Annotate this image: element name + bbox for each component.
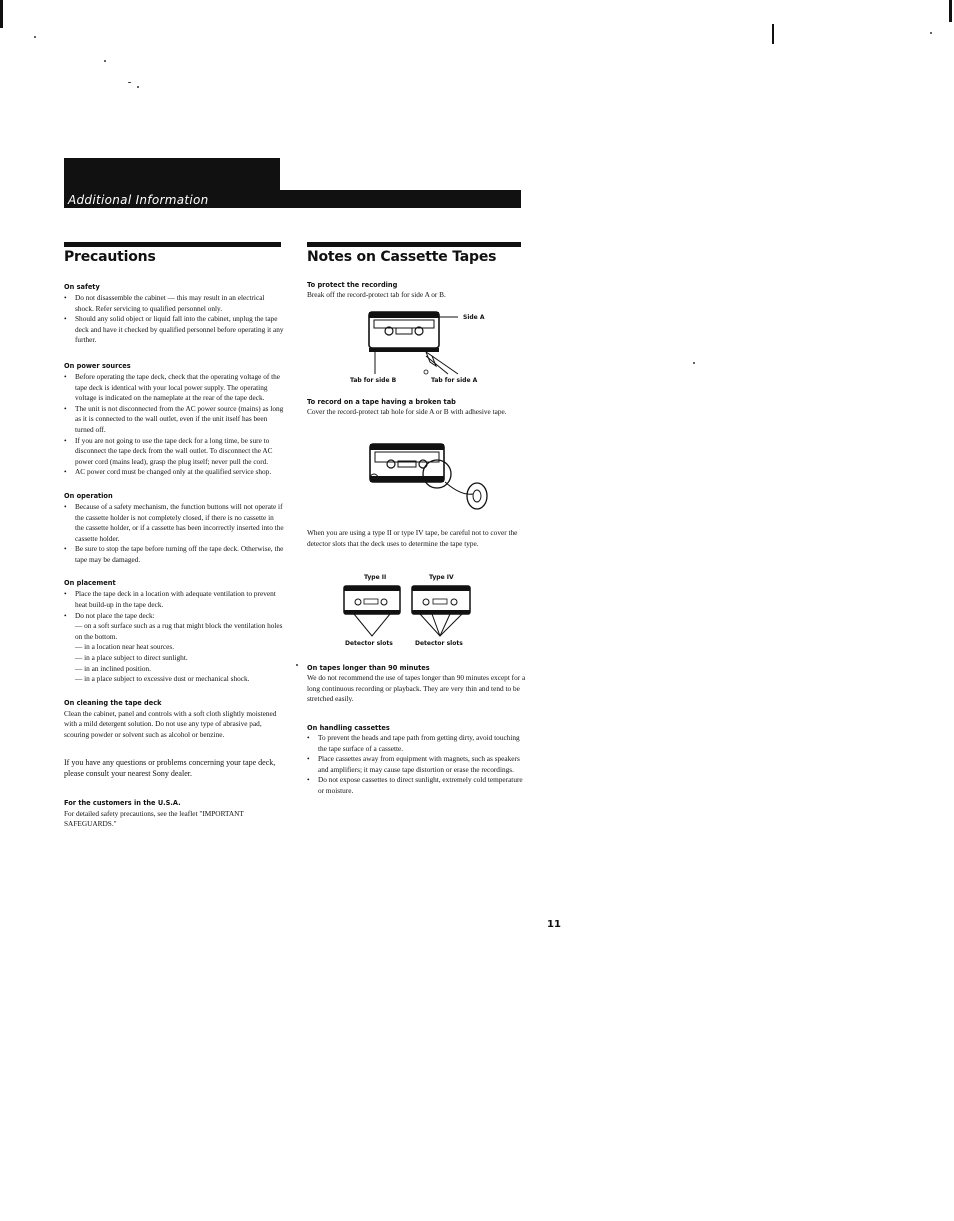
usa-heading: For the customers in the U.S.A.	[64, 798, 181, 807]
adhesive-tape-figure	[365, 438, 505, 516]
power-heading: On power sources	[64, 361, 131, 370]
operation-item: • Because of a safety mechanism, the function buttons will not operate if the cassette holder is not completely closed, if there is no cassette in the cassette holder, or if a cassette has been incorrectly inserted into the cassette holder.	[64, 502, 284, 544]
placement-dash-item: — in an inclined position.	[75, 663, 152, 673]
scan-speck	[128, 82, 131, 83]
safety-section	[64, 283, 284, 346]
cleaning-text: Clean the cabinet, panel and controls with a soft cloth slightly moistened with a mild detergent solution. Do not use any type of abrasive pad, scouring powder or solvent such as alcohol or benzine.	[64, 708, 277, 739]
power-item: • If you are not going to use the tape deck for a long time, be sure to disconnect the tape deck from the wall outlet. To disconnect the AC power cord (mains lead), grasp the plug itself; never pull the cord.	[64, 436, 284, 468]
safety-item: • Should any solid object or liquid fall into the cabinet, unplug the tape deck and have it checked by qualified personnel before operating it any further.	[64, 314, 284, 346]
label-tab-side-a: Tab for side A	[431, 377, 478, 384]
power-item: • Before operating the tape deck, check that the operating voltage of the tape deck is identical with your local power supply. The operating voltage is indicated on the nameplate at the rear of the tape deck.	[64, 372, 284, 404]
broken-text: Cover the record-protect tab hole for side A or B with adhesive tape.	[307, 407, 507, 416]
scan-speck	[34, 36, 36, 38]
usa-text: For detailed safety precautions, see the leaflet "IMPORTANT SAFEGUARDS."	[64, 808, 244, 829]
long-tape-text: We do not recommend the use of tapes longer than 90 minutes except for a long continuous recording or playback. They are very thin and tend to be stretched easily.	[307, 673, 526, 704]
long-tape-heading: On tapes longer than 90 minutes	[307, 664, 430, 672]
cassette-rule	[307, 242, 521, 247]
placement-dash-item: — in a place subject to direct sunlight.	[75, 653, 188, 663]
closing-note: If you have any questions or problems concerning your tape deck, please consult your nearest Sony dealer.	[64, 757, 276, 778]
broken-section	[307, 398, 529, 418]
scan-speck	[137, 86, 139, 88]
page-number: 11	[547, 919, 561, 930]
precautions-title: Precautions	[64, 249, 156, 265]
label-type-ii: Type II	[364, 574, 387, 581]
placement-dash-item: — in a location near heat sources.	[75, 642, 175, 652]
detector-slots-figure	[340, 582, 480, 638]
label-type-iv: Type IV	[429, 574, 454, 581]
handling-section	[307, 724, 529, 797]
power-item: • The unit is not disconnected from the AC power source (mains) as long as it is connected to the wall outlet, even if the unit itself has been turned off.	[64, 404, 284, 436]
placement-item: • Do not place the tape deck:	[64, 611, 284, 622]
scan-speck	[930, 32, 932, 34]
detector-slots-illustration	[340, 582, 480, 638]
cassette-title: Notes on Cassette Tapes	[307, 249, 497, 265]
scan-speck	[693, 362, 695, 364]
protect-tab-figure	[340, 306, 510, 388]
power-section	[64, 362, 284, 478]
type-note-section	[307, 528, 529, 549]
label-detector-slots-ii: Detector slots	[345, 640, 393, 647]
operation-heading: On operation	[64, 491, 113, 500]
scan-edge-mark	[949, 0, 952, 22]
cassette-column	[307, 249, 529, 301]
power-item: • AC power cord must be changed only at the qualified service shop.	[64, 467, 284, 478]
placement-heading: On placement	[64, 579, 116, 588]
operation-section	[64, 492, 284, 566]
handling-item: • Do not expose cassettes to direct sunlight, extremely cold temperature or moisture.	[307, 775, 529, 796]
precautions-column	[64, 249, 284, 830]
cleaning-heading: On cleaning the tape deck	[64, 698, 162, 707]
broken-heading: To record on a tape having a broken tab	[307, 398, 456, 406]
placement-dash-item: — on a soft surface such as a rug that might block the ventilation holes on the bottom.	[75, 621, 283, 641]
safety-item: • Do not disassemble the cabinet — this may result in an electrical shock. Refer servicing to qualified personnel only.	[64, 293, 284, 314]
long-tape-section	[307, 664, 529, 705]
safety-heading: On safety	[64, 283, 100, 291]
scan-edge-mark	[0, 0, 3, 28]
precautions-rule	[64, 242, 281, 247]
label-side-a: Side A	[463, 314, 485, 321]
cassette-adhesive-illustration	[365, 438, 505, 516]
handling-heading: On handling cassettes	[307, 724, 390, 732]
label-tab-side-b: Tab for side B	[350, 377, 397, 384]
placement-item: • Place the tape deck in a location with adequate ventilation to prevent heat build-up in the tape deck.	[64, 589, 284, 610]
placement-section	[64, 579, 284, 684]
operation-item: • Be sure to stop the tape before turning off the tape deck. Otherwise, the tape may be damaged.	[64, 544, 284, 565]
handling-item: • Place cassettes away from equipment with magnets, such as speakers and amplifiers; it may cause tape distortion or erase the recordings.	[307, 754, 529, 775]
label-detector-slots-iv: Detector slots	[415, 640, 463, 647]
section-title: Additional Information	[68, 193, 209, 207]
protect-heading: To protect the recording	[307, 281, 398, 289]
placement-dash-item: — in a place subject to excessive dust or mechanical shock.	[75, 674, 250, 684]
usa-section	[64, 799, 284, 830]
protect-section	[307, 281, 529, 301]
cassette-tab-illustration	[340, 306, 510, 388]
type-note-text: When you are using a type II or type IV tape, be careful not to cover the detector slots that the deck uses to determine the tape type.	[307, 528, 518, 548]
handling-item: • To prevent the heads and tape path from getting dirty, avoid touching the tape surface of a cassette.	[307, 733, 529, 754]
scan-speck	[104, 60, 106, 62]
scan-speck	[296, 664, 298, 666]
protect-text: Break off the record-protect tab for side A or B.	[307, 290, 446, 299]
scan-edge-mark	[772, 24, 774, 44]
cleaning-section	[64, 699, 284, 741]
